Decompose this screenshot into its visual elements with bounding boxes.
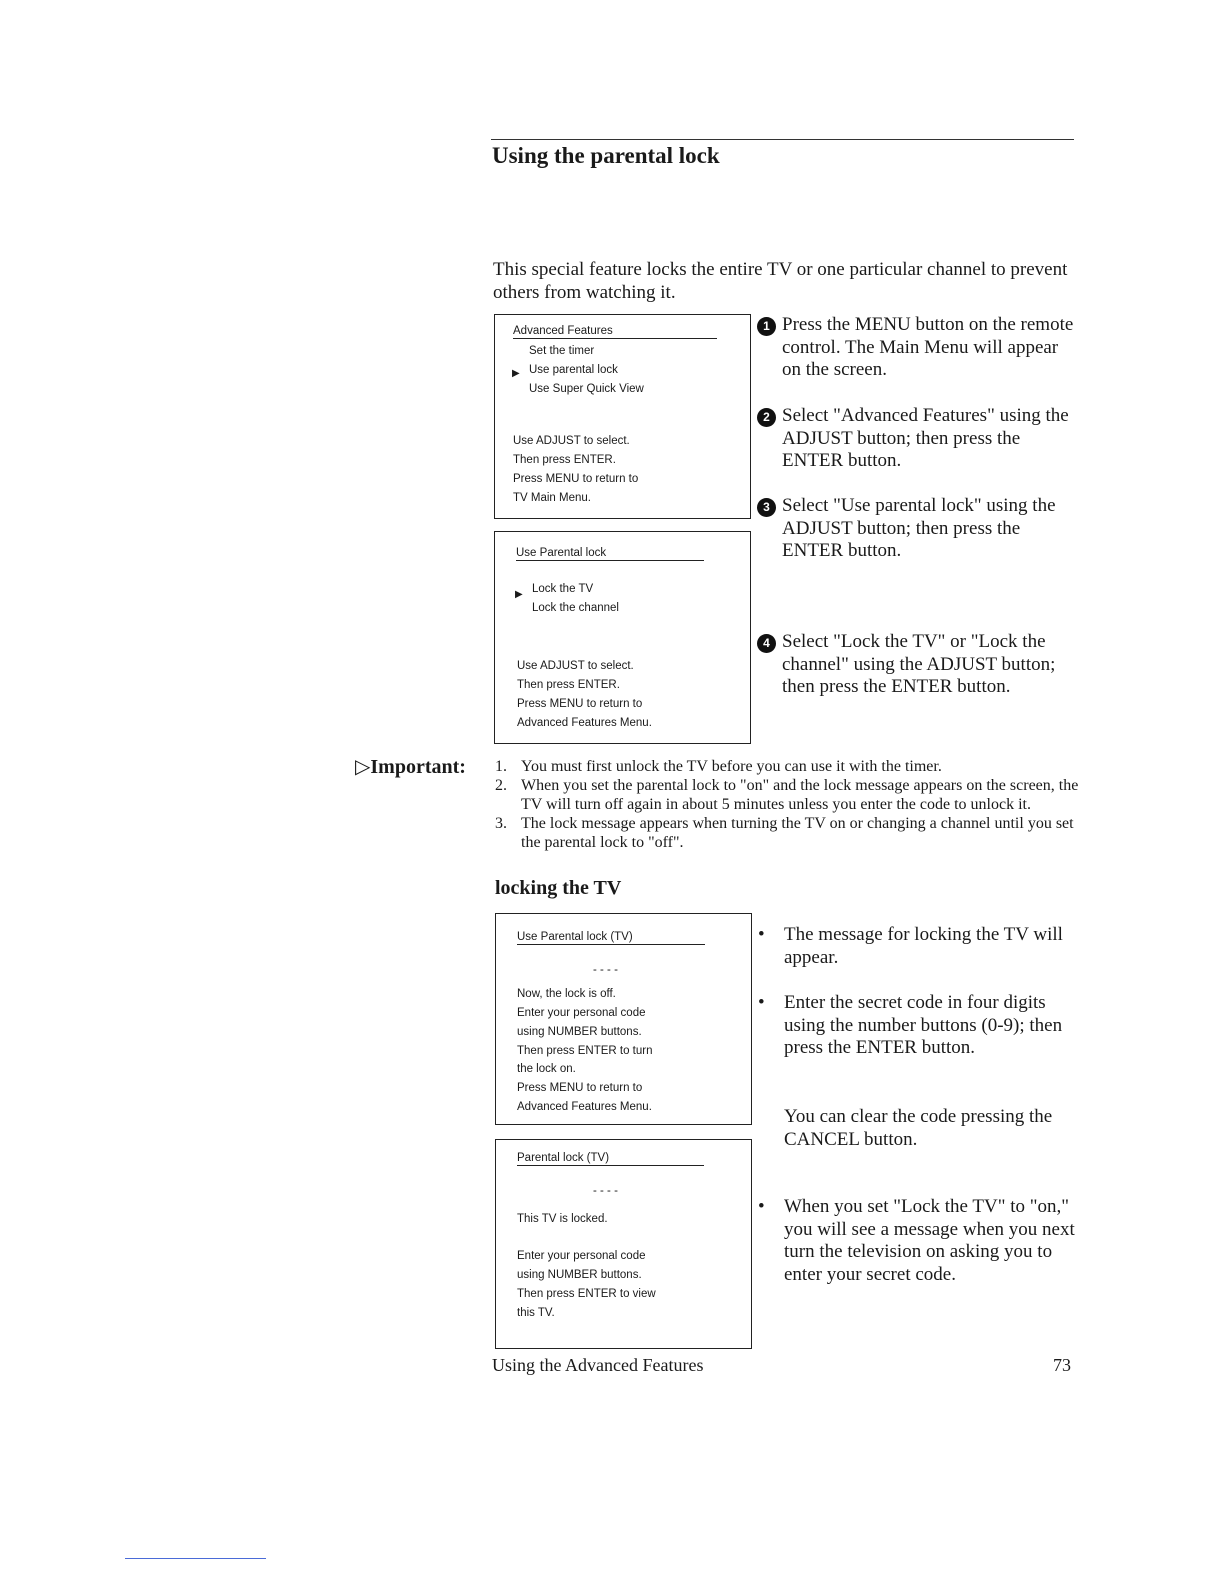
instruction-line: Press MENU to return to	[517, 698, 643, 710]
locking-bullet	[758, 1196, 1078, 1286]
important-item	[495, 776, 1080, 814]
item-text: You must first unlock the TV before you can use it with the timer.	[521, 758, 942, 775]
lock-tv-screen	[495, 913, 752, 1125]
item-number: 3.	[495, 815, 507, 832]
item-text: The lock message appears when turning the TV on or changing a channel until you set the parental lock to "off".	[521, 815, 1074, 851]
important-list	[495, 757, 1080, 852]
locking-bullet	[758, 924, 1078, 969]
code-placeholder: - - - -	[593, 1185, 618, 1197]
instruction-line: Press MENU to return to	[513, 473, 639, 485]
step-number-1: 1	[757, 317, 776, 336]
menu-item-use-parental-lock: Use parental lock	[529, 364, 618, 376]
instruction-line: Advanced Features Menu.	[517, 717, 652, 729]
item-text: When you set the parental lock to "on" and the lock message appears on the screen, the TV will turn off again in about 5 minutes unless you enter the code to unlock it.	[521, 777, 1079, 813]
advanced-features-title: Advanced Features	[513, 324, 717, 339]
top-rule	[491, 139, 1074, 140]
locked-title: Parental lock (TV)	[517, 1151, 704, 1166]
step-number-4: 4	[757, 634, 776, 653]
bullet-icon: •	[758, 924, 765, 945]
step-text: Press the MENU button on the remote control. The Main Menu will appear on the screen.	[782, 314, 1074, 380]
locking-tv-heading: locking the TV	[495, 877, 622, 899]
page-title: Using the parental lock	[492, 143, 720, 168]
item-number: 2.	[495, 777, 507, 794]
parental-lock-menu-screen	[494, 531, 751, 744]
step-4	[757, 631, 1077, 699]
instruction-line: Use ADJUST to select.	[517, 660, 634, 672]
instruction-line: TV Main Menu.	[513, 492, 591, 504]
parental-lock-title: Use Parental lock	[516, 546, 704, 561]
step-number-2: 2	[757, 408, 776, 427]
screen-line: Press MENU to return to	[517, 1082, 643, 1094]
screen-line: Enter your personal code	[517, 1007, 646, 1019]
step-3	[757, 495, 1077, 563]
screen-line: the lock on.	[517, 1063, 576, 1075]
intro-paragraph: This special feature locks the entire TV or one particular channel to prevent others from watching it.	[493, 259, 1068, 303]
step-text: Select "Lock the TV" or "Lock the channel" using the ADJUST button; then press the ENTER button.	[782, 631, 1056, 697]
bullet-text: Enter the secret code in four digits using the number buttons (0-9); then press the ENTER button.	[784, 992, 1063, 1058]
important-item	[495, 814, 1080, 852]
screen-line: Then press ENTER to turn	[517, 1045, 653, 1057]
menu-item-super-quick-view: Use Super Quick View	[529, 383, 644, 395]
important-item	[495, 757, 1080, 776]
menu-item-lock-channel: Lock the channel	[532, 602, 619, 614]
locked-status: This TV is locked.	[517, 1213, 608, 1225]
step-2	[757, 405, 1077, 473]
item-number: 1.	[495, 758, 507, 775]
important-label: ▷Important:	[355, 756, 466, 778]
bullet-icon: •	[758, 1196, 765, 1217]
instruction-line: Then press ENTER.	[517, 679, 620, 691]
screen-line: using NUMBER buttons.	[517, 1269, 642, 1281]
selection-arrow-icon: ▶	[512, 368, 520, 379]
footer-section-title: Using the Advanced Features	[492, 1355, 704, 1375]
lock-tv-title: Use Parental lock (TV)	[517, 930, 705, 945]
screen-line: Then press ENTER to view	[517, 1288, 656, 1300]
screen-line: Enter your personal code	[517, 1250, 646, 1262]
step-1	[757, 314, 1077, 382]
step-text: Select "Advanced Features" using the ADJUST button; then press the ENTER button.	[782, 405, 1069, 471]
step-text: Select "Use parental lock" using the ADJUST button; then press the ENTER button.	[782, 495, 1056, 561]
locking-bullet	[758, 992, 1078, 1060]
code-placeholder: - - - -	[593, 964, 618, 976]
clear-code-note: You can clear the code pressing the CANCEL button.	[784, 1106, 1053, 1150]
instruction-line: Use ADJUST to select.	[513, 435, 630, 447]
screen-line: using NUMBER buttons.	[517, 1026, 642, 1038]
instruction-line: Then press ENTER.	[513, 454, 616, 466]
screen-line: this TV.	[517, 1307, 555, 1319]
bullet-icon: •	[758, 992, 765, 1013]
screen-line: Now, the lock is off.	[517, 988, 616, 1000]
screen-line: Advanced Features Menu.	[517, 1101, 652, 1113]
bottom-rule	[125, 1558, 266, 1559]
bullet-text: The message for locking the TV will appear.	[784, 924, 1063, 968]
selection-arrow-icon: ▶	[515, 589, 523, 600]
step-number-3: 3	[757, 498, 776, 517]
menu-item-lock-tv: Lock the TV	[532, 583, 594, 595]
advanced-features-menu-screen	[494, 314, 751, 519]
page-number: 73	[1053, 1355, 1071, 1375]
menu-item-set-timer: Set the timer	[529, 345, 595, 357]
tv-locked-screen	[495, 1139, 752, 1349]
bullet-text: When you set "Lock the TV" to "on," you will see a message when you next turn the television on asking you to enter your secret code.	[784, 1196, 1075, 1285]
